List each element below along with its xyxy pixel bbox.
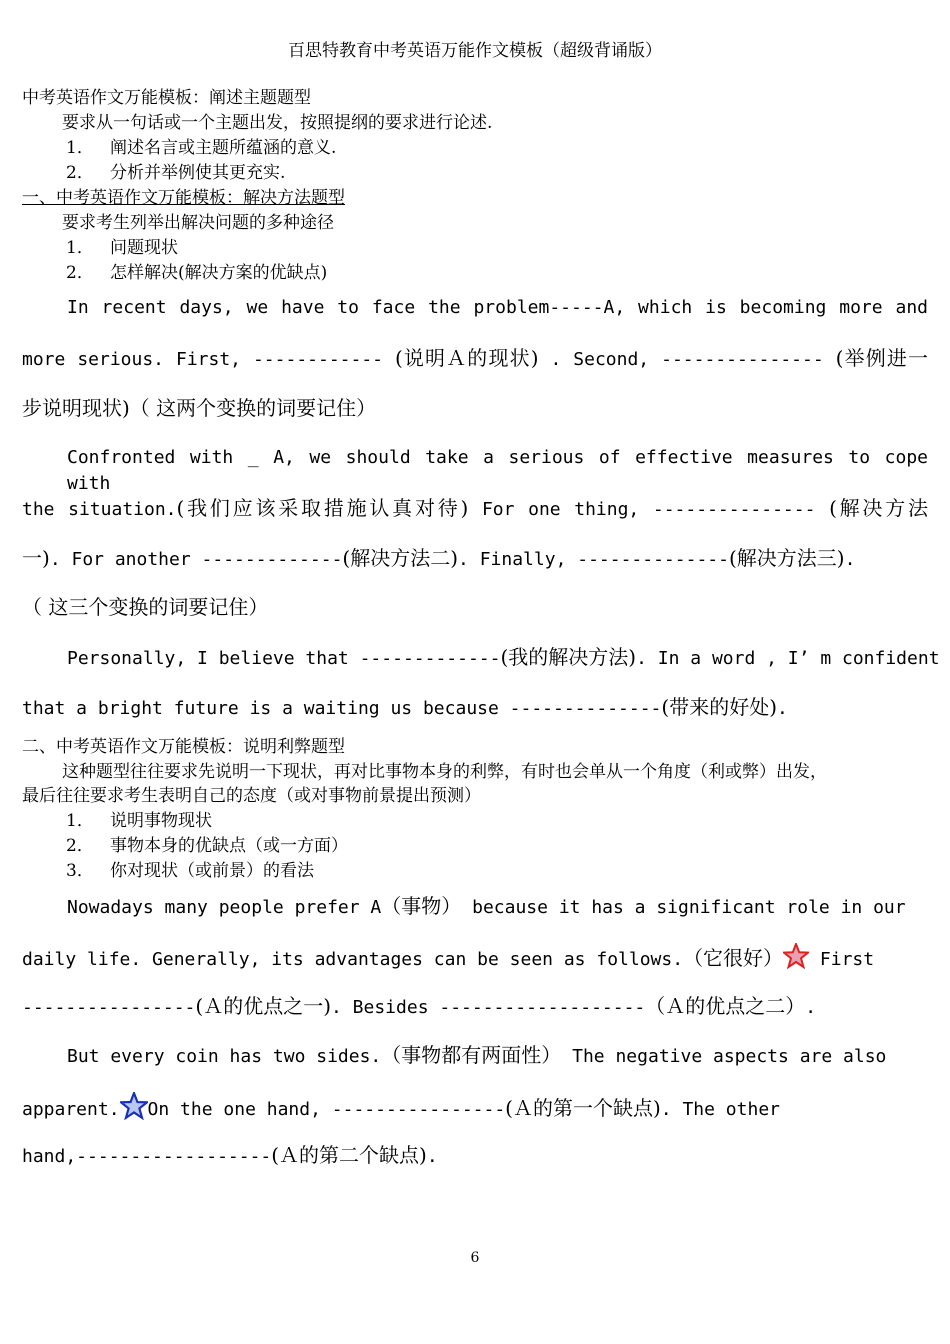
template-line: In recent days, we have to face the problem-----A, which is becoming more and <box>67 297 928 318</box>
list-text: 阐述名言或主题所蕴涵的意义. <box>110 138 337 158</box>
list-number: 2． <box>66 836 94 856</box>
list-number: 1． <box>66 811 94 831</box>
page-header: 百思特教育中考英语万能作文模板（超级背诵版） <box>288 41 662 61</box>
section-desc-theme: 要求从一句话或一个主题出发，按照提纲的要求进行论述. <box>62 113 493 133</box>
page-number: 6 <box>470 1250 480 1266</box>
list-number: 2． <box>66 263 94 283</box>
template-line: daily life. Generally, its advantages can be seen as follows.（它很好） First <box>22 943 928 977</box>
section-title-solutions: 一、中考英语作文万能模板：解决方法题型 <box>22 188 345 208</box>
template-line: But every coin has two sides.（事物都有两面性） The negative aspects are also <box>67 1043 887 1067</box>
template-line: Personally, I believe that -------------(我的解决方法). In a word , I’ m confident <box>67 645 940 669</box>
list-text: 事物本身的优缺点（或一方面） <box>110 836 348 856</box>
list-text: 你对现状（或前景）的看法 <box>110 861 314 881</box>
blue-star-icon <box>120 1092 148 1128</box>
template-line: more serious. First, ------------ (说明Ａ的现状) . Second, --------------- (举例进一 <box>22 346 928 370</box>
list-text: 说明事物现状 <box>110 811 212 831</box>
section-desc-pros-cons: 这种题型往往要求先说明一下现状，再对比事物本身的利弊，有时也会单从一个角度（利或弊）出发， <box>62 762 827 782</box>
section-title-pros-cons: 二、中考英语作文万能模板：说明利弊题型 <box>22 737 345 757</box>
template-line: 一). For another -------------(解决方法二). Finally, --------------(解决方法三). <box>22 546 856 570</box>
list-number: 1． <box>66 138 94 158</box>
template-line: hand,------------------(Ａ的第二个缺点). <box>22 1143 438 1167</box>
template-line: Confronted with _ A, we should take a serious of effective measures to cope with <box>67 447 928 494</box>
template-line: ----------------(Ａ的优点之一). Besides -------------------（Ａ的优点之二）. <box>22 994 817 1018</box>
list-number: 2． <box>66 163 94 183</box>
section-desc-solutions: 要求考生列举出解决问题的多种途径 <box>62 213 334 233</box>
list-text: 怎样解决(解决方案的优缺点) <box>110 263 328 283</box>
red-star-icon <box>783 943 809 977</box>
template-line: Nowadays many people prefer A（事物） because it has a significant role in our <box>67 894 906 918</box>
list-text: 问题现状 <box>110 238 178 258</box>
template-line: apparent. On the one hand, ----------------(Ａ的第一个缺点). The other <box>22 1092 928 1128</box>
template-line: the situation.(我们应该采取措施认真对待) For one thing, --------------- (解决方法 <box>22 496 929 520</box>
list-text: 分析并举例使其更充实. <box>110 163 286 183</box>
template-line: （ 这三个变换的词要记住） <box>22 595 269 619</box>
list-number: 1． <box>66 238 94 258</box>
list-number: 3． <box>66 861 94 881</box>
template-line: that a bright future is a waiting us because --------------(带来的好处). <box>22 695 788 719</box>
section-desc-pros-cons: 最后往往要求考生表明自己的态度（或对事物前景提出预测） <box>22 786 481 806</box>
template-line: 步说明现状)（ 这两个变换的词要记住） <box>22 396 377 420</box>
section-title-theme: 中考英语作文万能模板：阐述主题题型 <box>22 88 311 108</box>
